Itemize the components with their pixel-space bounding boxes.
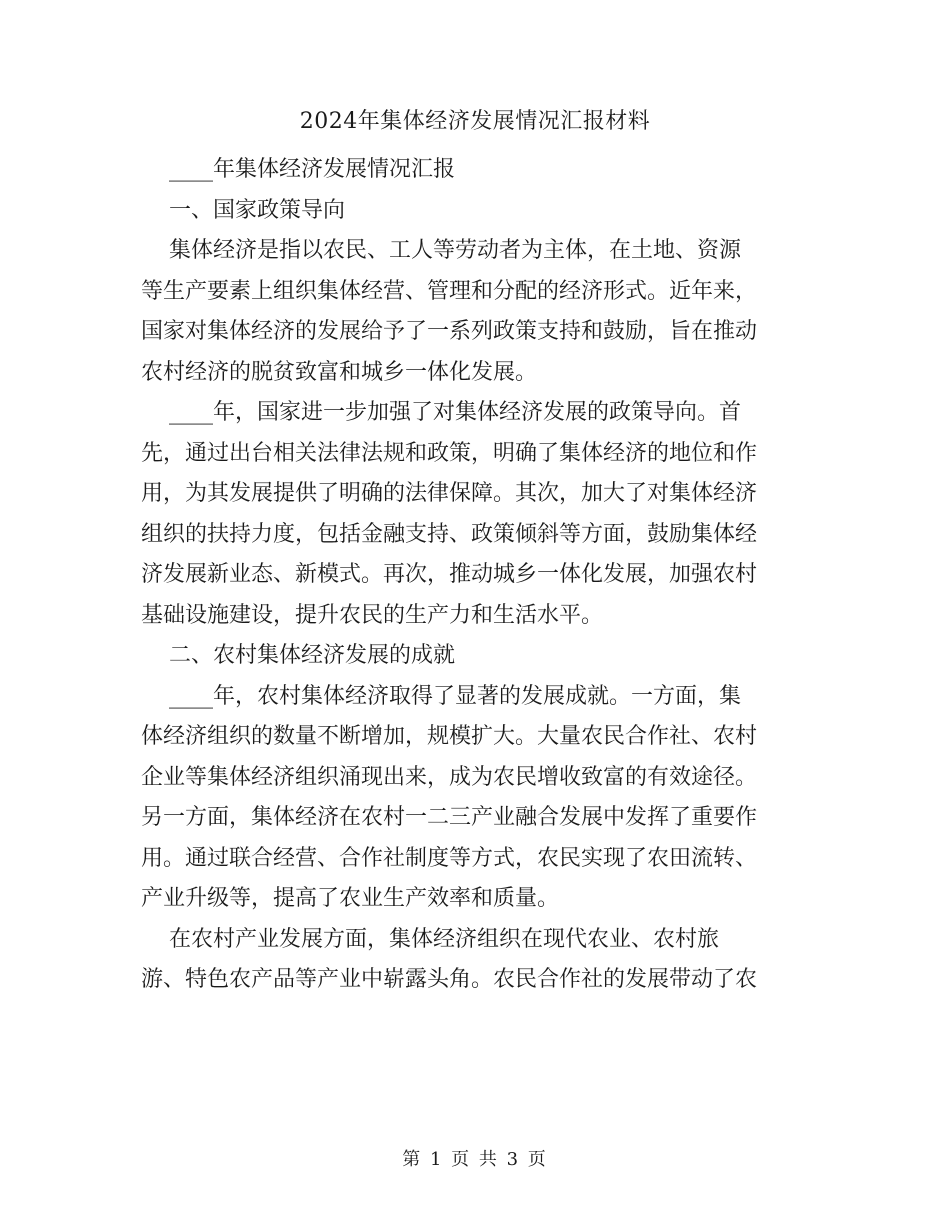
text-line: ____年，农村集体经济取得了显著的发展成就。一方面，集: [141, 683, 741, 709]
document-title: 2024年集体经济发展情况汇报材料: [299, 109, 651, 134]
text-line: 在农村产业发展方面，集体经济组织在现代农业、农村旅: [141, 926, 719, 952]
text-line: ____年集体经济发展情况汇报: [141, 157, 455, 182]
text-line: 基础设施建设，提升农民的生产力和生活水平。: [141, 602, 604, 628]
text-line: 产业升级等，提高了农业生产效率和质量。: [141, 886, 560, 911]
text-line: 先，通过出台相关法律法规和政策，明确了集体经济的地位和作: [141, 440, 758, 466]
text-line: 一、国家政策导向: [141, 197, 345, 223]
text-line: 体经济组织的数量不断增加，规模扩大。大量农民合作社、农村: [141, 724, 758, 749]
text-line: 另一方面，集体经济在农村一二三产业融合发展中发挥了重要作: [141, 805, 758, 830]
text-line: 等生产要素上组织集体经营、管理和分配的经济形式。近年来，: [141, 278, 758, 304]
text-line: 用。通过联合经营、合作社制度等方式，农民实现了农田流转、: [141, 845, 758, 871]
text-line: 集体经济是指以农民、工人等劳动者为主体，在土地、资源: [141, 238, 741, 263]
text-line: 游、特色农产品等产业中崭露头角。农民合作社的发展带动了农: [141, 967, 758, 992]
text-line: 济发展新业态、新模式。再次，推动城乡一体化发展，加强农村: [141, 562, 758, 587]
text-line: 二、农村集体经济发展的成就: [141, 643, 455, 668]
page-number-footer: 第 1 页 共 3 页: [402, 1149, 548, 1170]
text-line: 用，为其发展提供了明确的法律保障。其次，加大了对集体经济: [141, 481, 758, 506]
text-line: 国家对集体经济的发展给予了一系列政策支持和鼓励，旨在推动: [141, 319, 758, 344]
document-body: [141, 150, 801, 1001]
text-line: 农村经济的脱贫致富和城乡一体化发展。: [141, 359, 538, 385]
text-line: 组织的扶持力度，包括金融支持、政策倾斜等方面，鼓励集体经: [141, 521, 758, 547]
text-line: ____年，国家进一步加强了对集体经济发展的政策导向。首: [141, 400, 741, 425]
text-line: 企业等集体经济组织涌现出来，成为农民增收致富的有效途径。: [141, 764, 758, 790]
